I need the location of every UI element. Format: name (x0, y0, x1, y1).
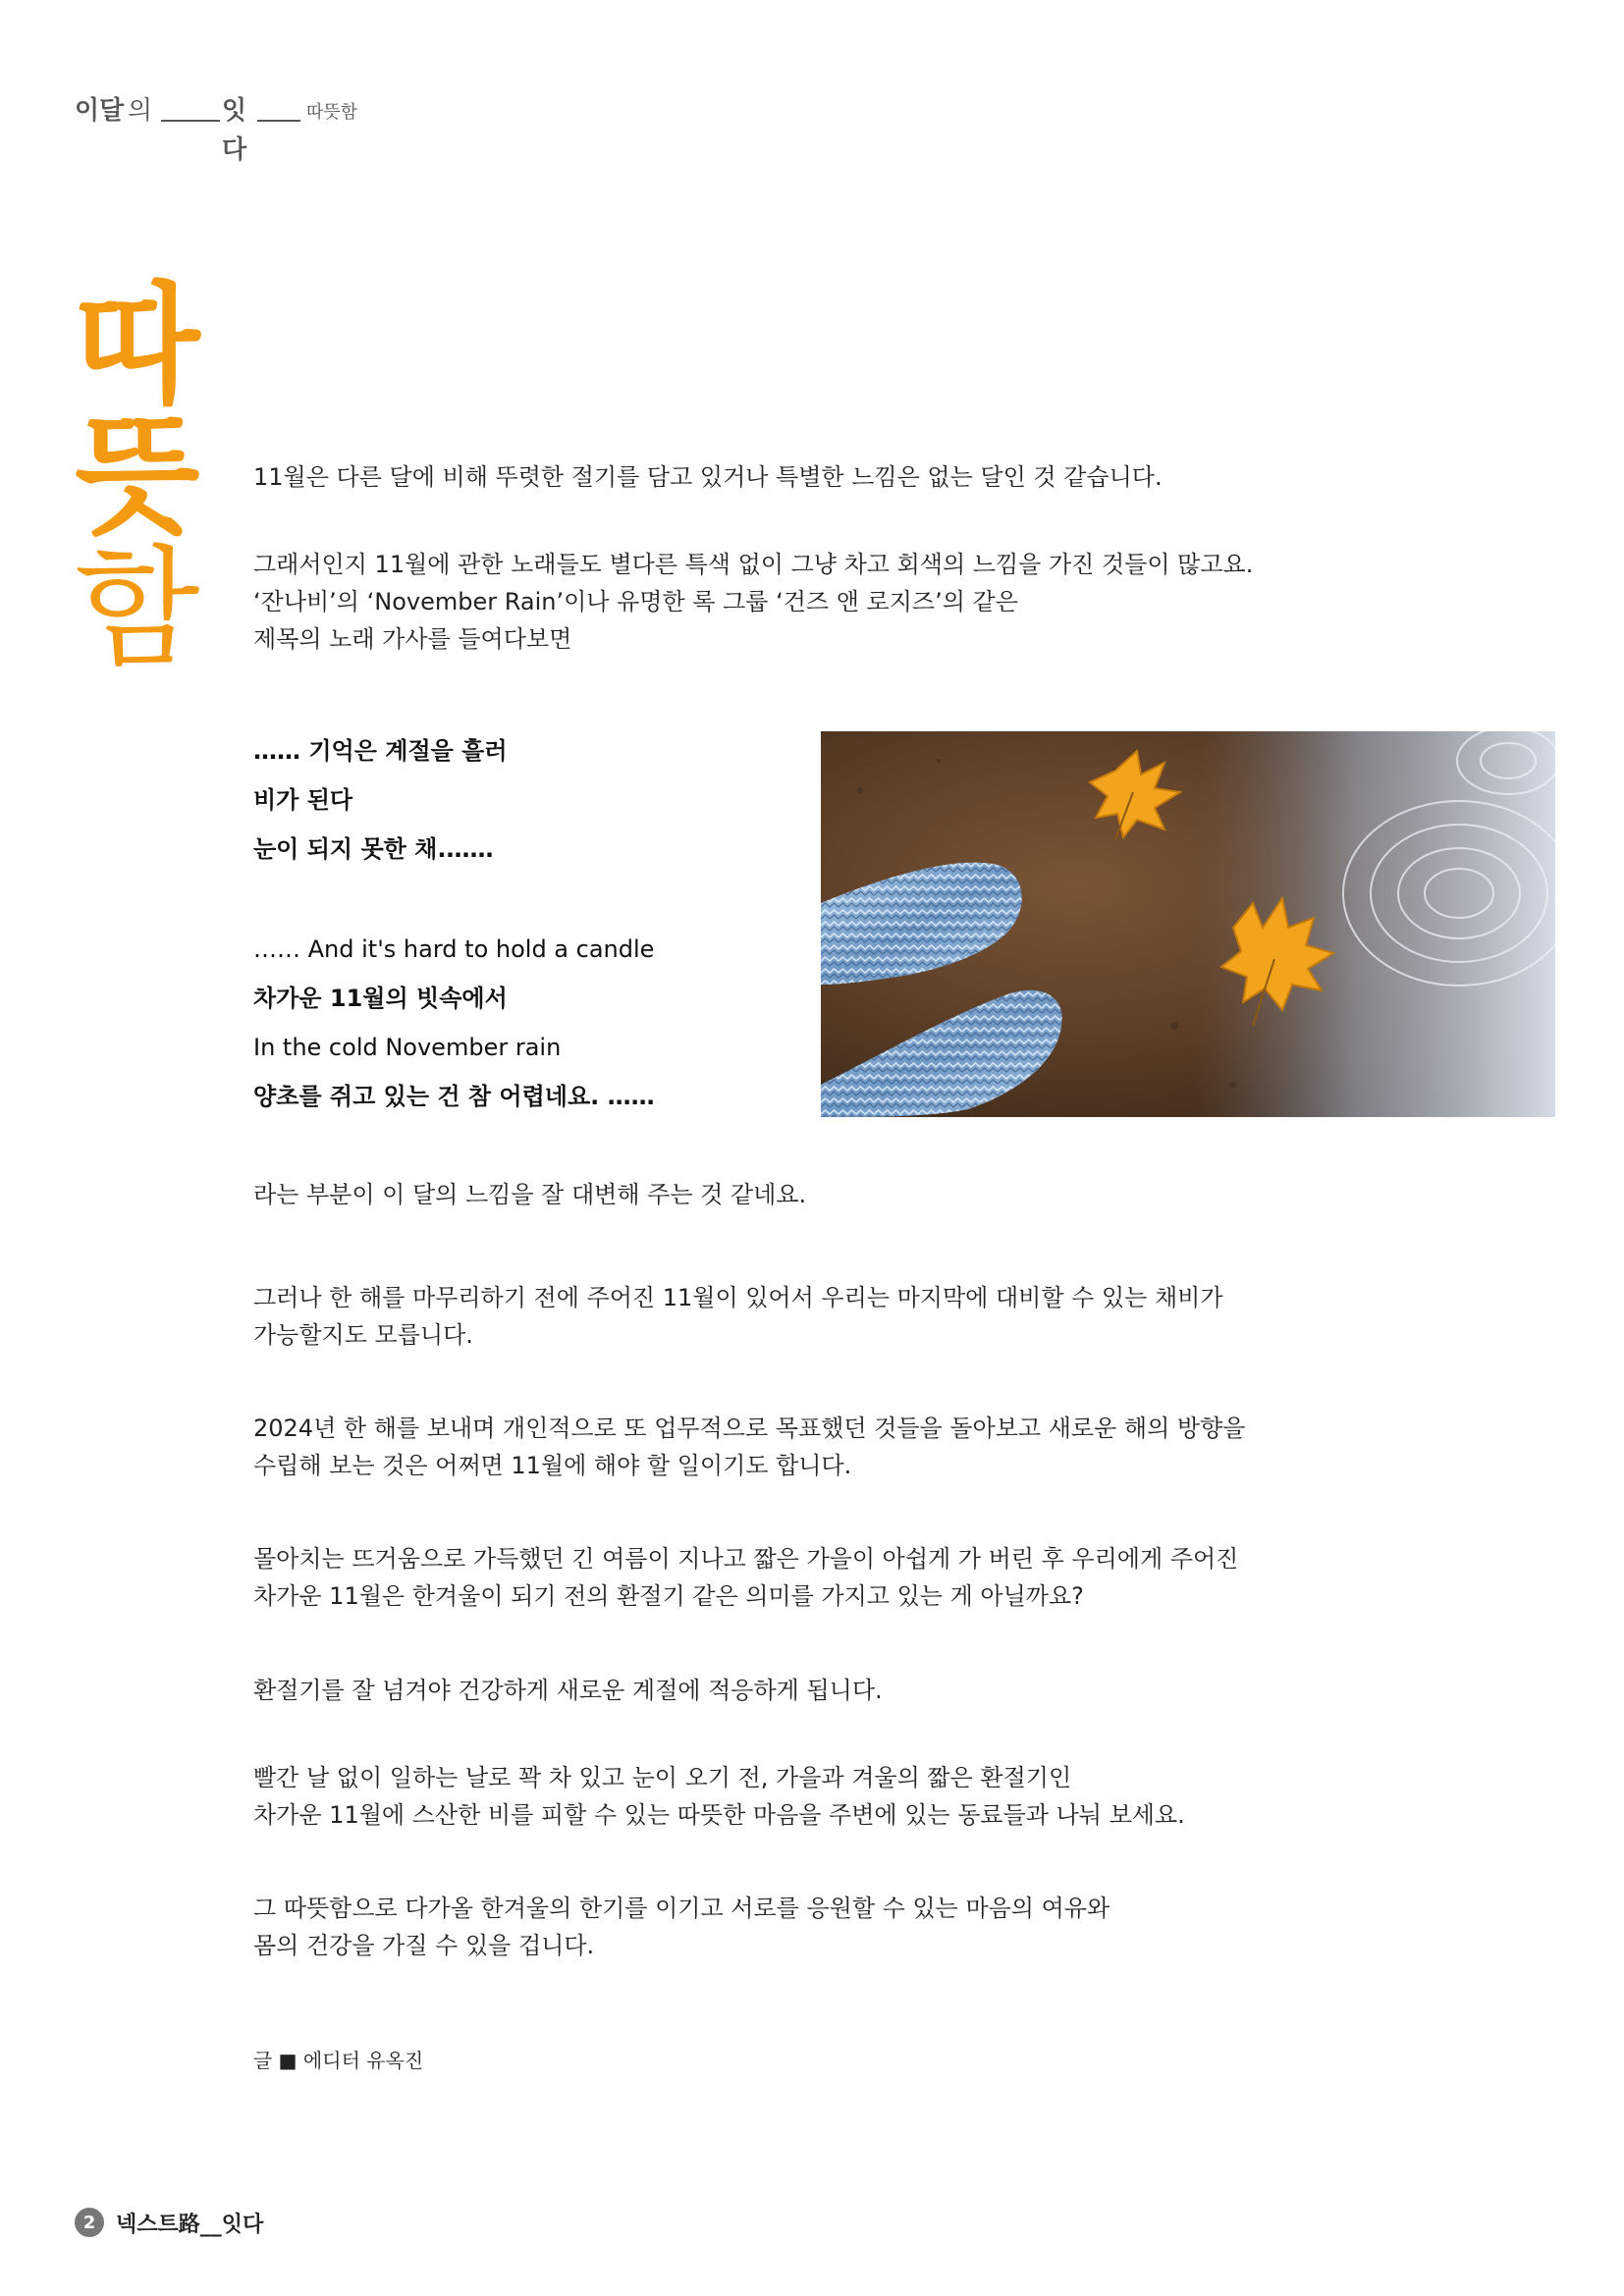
paragraph-line: 수립해 보는 것은 어쩌면 11월에 해야 할 일이기도 합니다. (253, 1452, 852, 1479)
paragraph-line: 제목의 노래 가사를 들여다보면 (253, 625, 572, 653)
paragraph-2 (253, 1279, 1223, 1354)
page-number-badge: 2 (75, 2208, 104, 2237)
lyrics-line: 눈이 되지 못한 채.…… (253, 835, 494, 863)
paragraph-line: 환절기를 잘 넘겨야 건강하게 새로운 계절에 적응하게 됩니다. (253, 1677, 883, 1704)
title-char-3: 함 (75, 533, 200, 684)
lyrics-line: 양초를 쥐고 있는 건 참 어렵네요. …… (253, 1083, 655, 1110)
paragraph-6 (253, 1759, 1185, 1834)
paragraph-line: 그러나 한 해를 마무리하기 전에 주어진 11월이 있어서 우리는 마지막에 대비할 수 있는 채비가 (253, 1284, 1223, 1311)
lyrics-line: 차가운 11월의 빗속에서 (253, 985, 508, 1012)
paragraph-1 (253, 1176, 806, 1213)
header-underline (161, 120, 220, 122)
lyrics-block-1 (253, 726, 508, 874)
paragraph-line: 그래서인지 11월에 관한 노래들도 별다른 특색 없이 그냥 차고 회색의 느낌을 가진 것들이 많고요. (253, 551, 1254, 578)
rain-boots-photo (821, 731, 1555, 1117)
paragraph-line: 2024년 한 해를 보내며 개인적으로 또 업무적으로 목표했던 것들을 돌아보고 새로운 해의 방향을 (253, 1415, 1246, 1442)
header-label-bold: 이달 (75, 96, 125, 126)
paragraph-songs (253, 546, 1253, 658)
header-label-light: 의 (128, 96, 153, 126)
header-underline-2 (257, 120, 300, 122)
author-credit: 글 ■ 에디터 유옥진 (253, 2049, 424, 2072)
lyrics-line: In the cold November rain (253, 1034, 562, 1061)
lyrics-block-2 (253, 925, 655, 1121)
intro-line: 11월은 다른 달에 비해 뚜렷한 절기를 담고 있거나 특별한 느낌은 없는 달인 것 같습니다. (253, 463, 1163, 491)
paragraph-7 (253, 1890, 1110, 1964)
paragraph-line: 가능할지도 모릅니다. (253, 1321, 473, 1349)
paragraph-4 (253, 1540, 1238, 1615)
page-title (75, 270, 232, 684)
paragraph-line: 그 따뜻함으로 다가올 한겨울의 한기를 이기고 서로를 응원할 수 있는 마음의 여유와 (253, 1895, 1110, 1922)
paragraph-line: 차가운 11월에 스산한 비를 피할 수 있는 따뜻한 마음을 주변에 있는 동료들과 나눠 보세요. (253, 1801, 1185, 1829)
header-label-it: 잇 (222, 96, 247, 126)
header-label-da: 다 (222, 135, 247, 165)
section-header (75, 90, 467, 169)
paragraph-line: 라는 부분이 이 달의 느낌을 잘 대변해 주는 것 같네요. (253, 1181, 807, 1208)
paragraph-line: 몸의 건강을 가질 수 있을 겁니다. (253, 1932, 595, 1959)
paragraph-3 (253, 1410, 1245, 1484)
paragraph-line: ‘잔나비’의 ‘November Rain’이나 유명한 록 그룹 ‘건즈 앤 로지즈’의 같은 (253, 588, 1018, 615)
title-char-1: 따 (75, 270, 200, 421)
title-char-2: 뜻 (75, 401, 200, 553)
lyrics-line: …… 기억은 계절을 흘러 (253, 737, 508, 765)
paragraph-5 (253, 1672, 883, 1709)
lyrics-line: …… And it's hard to hold a candle (253, 935, 655, 963)
paragraph-line: 차가운 11월은 한겨울이 되기 전의 환절기 같은 의미를 가지고 있는 게 아닐까요? (253, 1582, 1084, 1610)
page-footer (75, 2205, 263, 2240)
header-subtitle: 따뜻함 (306, 102, 358, 123)
intro-paragraph (253, 458, 1163, 496)
paragraph-line: 빨간 날 없이 일하는 날로 꽉 차 있고 눈이 오기 전, 가을과 겨울의 짧은 환절기인 (253, 1764, 1072, 1791)
paragraph-line: 몰아치는 뜨거움으로 가득했던 긴 여름이 지나고 짧은 가을이 아쉽게 가 버린 후 우리에게 주어진 (253, 1545, 1239, 1573)
lyrics-line: 비가 된다 (253, 786, 353, 814)
footer-title: 넥스트路__잇다 (116, 2212, 264, 2237)
